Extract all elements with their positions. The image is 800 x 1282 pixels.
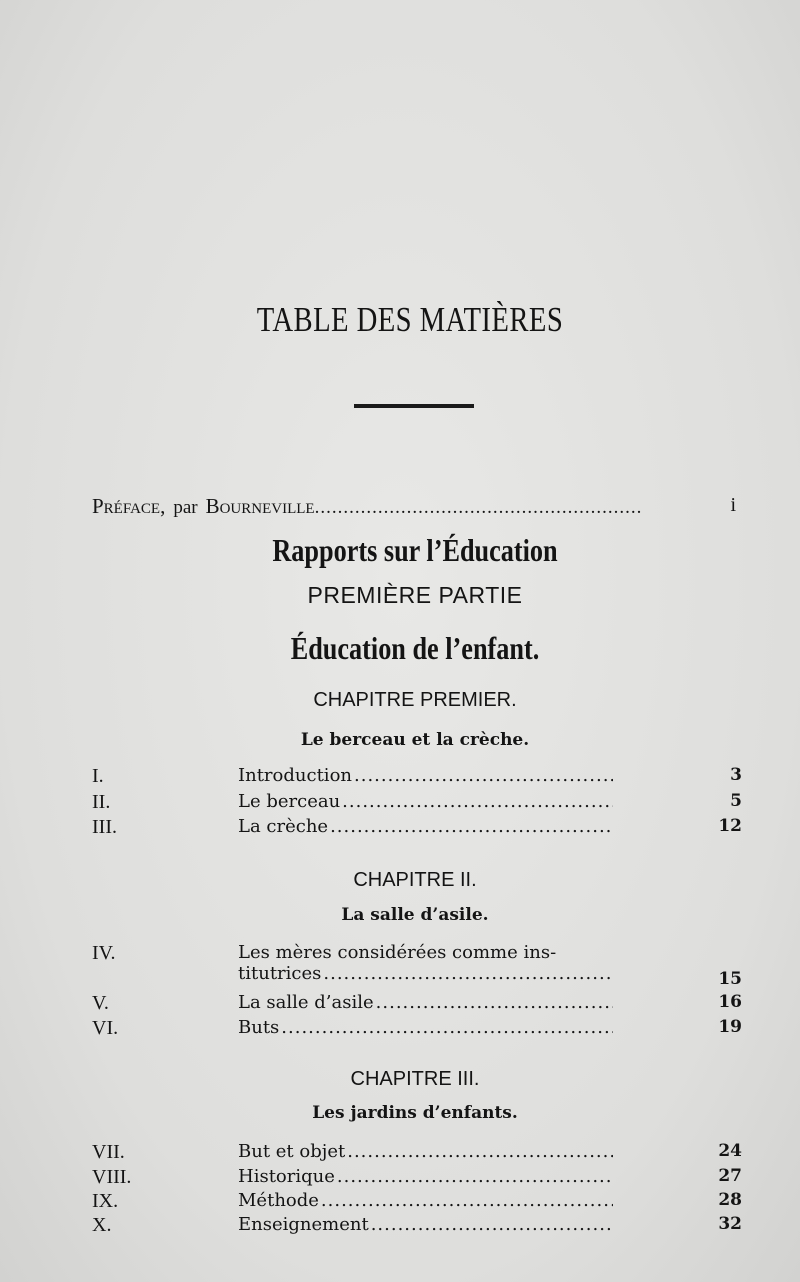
preface-leader bbox=[315, 497, 642, 519]
title-rule bbox=[354, 404, 474, 408]
toc-row bbox=[92, 1214, 742, 1241]
toc-entry bbox=[238, 1190, 613, 1211]
toc-leader bbox=[347, 1141, 613, 1162]
preface-label: Préface, bbox=[92, 494, 166, 518]
toc-text: Méthode bbox=[238, 1190, 319, 1211]
toc-text-line1: Les mères considérées comme ins- bbox=[238, 942, 557, 963]
toc-page: 28 bbox=[718, 1190, 742, 1210]
part-subtitle: PREMIÈRE PARTIE bbox=[307, 582, 523, 608]
toc-number: X. bbox=[92, 1214, 112, 1236]
toc-number: I. bbox=[92, 765, 104, 787]
toc-text: But et objet bbox=[238, 1141, 346, 1162]
chapter-heading: CHAPITRE III. bbox=[350, 1068, 480, 1090]
part-title: Rapports sur l’Éducation bbox=[272, 532, 558, 568]
chapter-heading: CHAPITRE PREMIER. bbox=[313, 689, 517, 711]
toc-row bbox=[92, 765, 742, 792]
toc-entry bbox=[238, 1166, 613, 1187]
part-heading: Éducation de l’enfant. bbox=[290, 630, 540, 666]
chapter-subtitle: Le berceau et la crèche. bbox=[300, 730, 530, 750]
toc-number: VII. bbox=[92, 1141, 125, 1163]
toc-text: Enseignement bbox=[238, 1214, 369, 1235]
toc-entry bbox=[238, 1141, 613, 1162]
toc-leader bbox=[337, 1166, 613, 1187]
preface-by: par bbox=[173, 497, 198, 518]
toc-text: La crèche bbox=[238, 816, 329, 837]
toc-leader bbox=[371, 1214, 613, 1235]
toc-leader bbox=[323, 963, 613, 984]
toc-leader bbox=[376, 992, 613, 1013]
toc-number: IX. bbox=[92, 1190, 119, 1212]
toc-row bbox=[92, 992, 742, 1019]
toc-entry bbox=[238, 992, 613, 1013]
preface-author: Bourneville bbox=[205, 494, 315, 518]
toc-text-line2 bbox=[238, 963, 613, 984]
toc-entry bbox=[238, 1017, 613, 1038]
toc-entry bbox=[238, 1214, 613, 1235]
toc-page: 15 bbox=[718, 969, 742, 989]
preface-page: i bbox=[730, 494, 736, 516]
toc-leader bbox=[354, 765, 613, 786]
toc-row bbox=[92, 1190, 742, 1217]
toc-row bbox=[92, 1141, 742, 1168]
toc-row bbox=[92, 791, 742, 818]
toc-row bbox=[92, 942, 742, 996]
toc-page: 19 bbox=[718, 1017, 742, 1037]
toc-text: La salle d’asile bbox=[238, 992, 374, 1013]
preface-row bbox=[92, 494, 742, 522]
toc-entry bbox=[238, 765, 613, 786]
chapter-subtitle: Les jardins d’enfants. bbox=[312, 1103, 518, 1123]
toc-number: II. bbox=[92, 791, 111, 813]
toc-page: 12 bbox=[718, 816, 742, 836]
toc-text: titutrices bbox=[238, 963, 322, 984]
toc-page: 27 bbox=[718, 1166, 742, 1186]
toc-row bbox=[92, 816, 742, 843]
toc-page: 24 bbox=[718, 1141, 742, 1161]
toc-entry bbox=[238, 942, 613, 984]
toc-page: 16 bbox=[718, 992, 742, 1012]
toc-leader bbox=[330, 816, 613, 837]
chapter-subtitle: La salle d’asile. bbox=[341, 905, 489, 925]
toc-number: VIII. bbox=[92, 1166, 132, 1188]
toc-number: IV. bbox=[92, 942, 116, 964]
toc-page: 5 bbox=[730, 791, 742, 811]
toc-number: V. bbox=[92, 992, 109, 1014]
toc-text: Historique bbox=[238, 1166, 335, 1187]
toc-text: Buts bbox=[238, 1017, 280, 1038]
toc-page: 3 bbox=[730, 765, 742, 785]
toc-leader bbox=[342, 791, 613, 812]
toc-text: Le berceau bbox=[238, 791, 341, 812]
toc-leader bbox=[281, 1017, 613, 1038]
chapter-heading: CHAPITRE II. bbox=[353, 869, 477, 891]
toc-number: III. bbox=[92, 816, 117, 838]
toc-entry bbox=[238, 791, 613, 812]
toc-number: VI. bbox=[92, 1017, 119, 1039]
toc-row bbox=[92, 1166, 742, 1193]
toc-page: 32 bbox=[718, 1214, 742, 1234]
toc-entry bbox=[238, 816, 613, 837]
page-title: TABLE DES MATIÈRES bbox=[256, 300, 564, 339]
toc-leader bbox=[321, 1190, 613, 1211]
toc-text: Introduction bbox=[238, 765, 352, 786]
toc-row bbox=[92, 1017, 742, 1044]
